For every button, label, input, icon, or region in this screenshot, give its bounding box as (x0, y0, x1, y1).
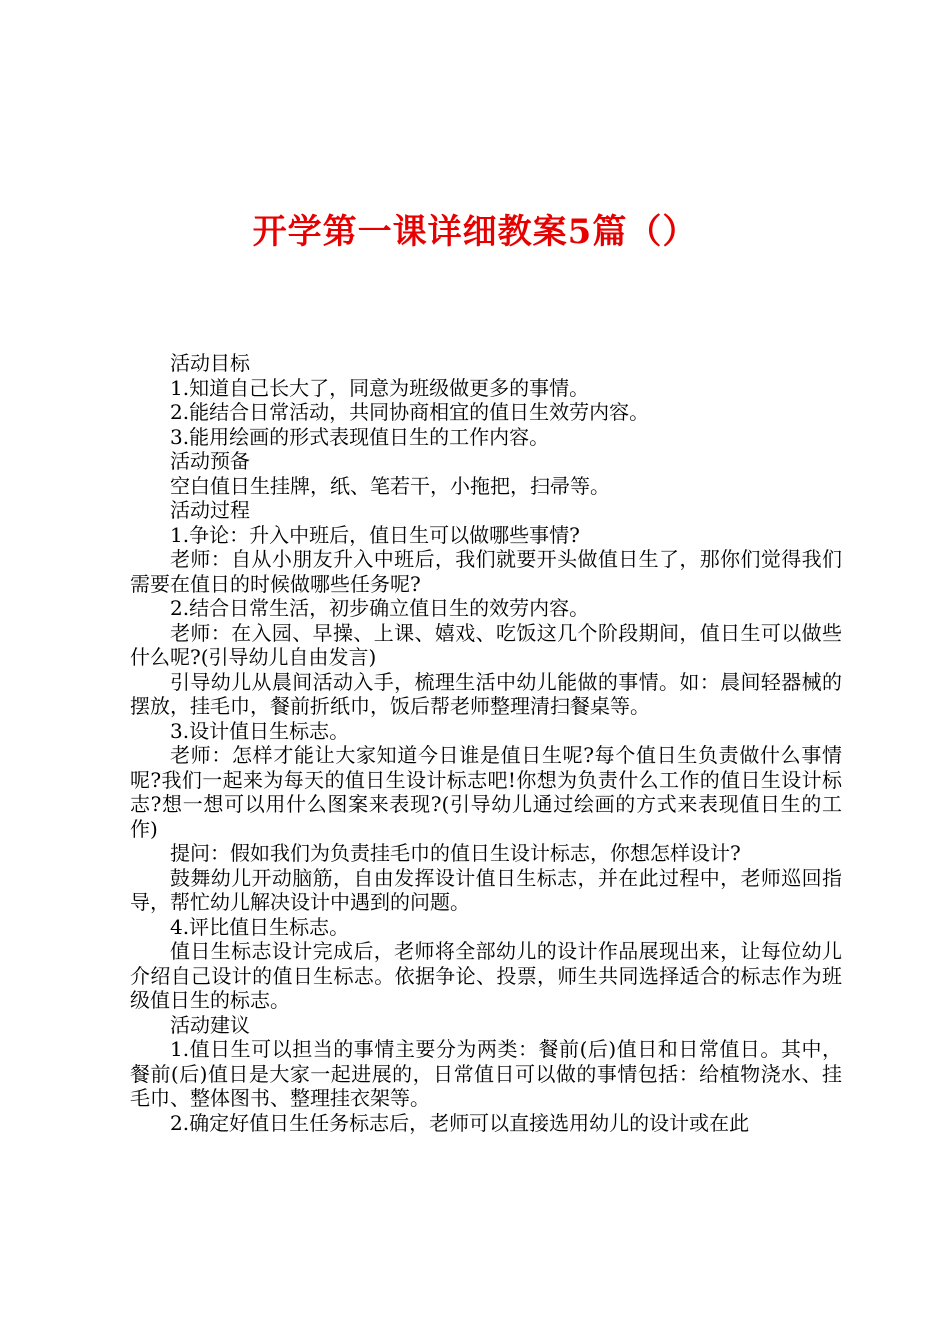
paragraph: 鼓舞幼儿开动脑筋，自由发挥设计值日生标志，并在此过程中，老师巡回指导，帮忙幼儿解决设计中遇到的问题。 (130, 865, 842, 914)
paragraph: 活动建议 (170, 1012, 250, 1037)
paragraph: 老师：自从小朋友升入中班后，我们就要开头做值日生了，那你们觉得我们需要在值日的时候做哪些任务呢? (130, 547, 842, 596)
paragraph: 活动过程 (170, 498, 250, 522)
paragraph: 2.结合日常生活，初步确立值日生的效劳内容。 (170, 596, 590, 620)
paragraph: 2.确定好值日生任务标志后，老师可以直接选用幼儿的设计或在此 (170, 1110, 750, 1135)
paragraph: 值日生标志设计完成后，老师将全部幼儿的设计作品展现出来，让每位幼儿介绍自己设计的值日生标志。依据争论、投票，师生共同选择适合的标志作为班级值日生的标志。 (130, 939, 842, 1012)
paragraph: 老师：在入园、早操、上课、嬉戏、吃饭这几个阶段期间，值日生可以做些什么呢?(引导幼儿自由发言) (130, 620, 842, 669)
paragraph: 4.评比值日生标志。 (170, 914, 350, 939)
paragraph: 2.能结合日常活动，共同协商相宜的值日生效劳内容。 (170, 400, 650, 424)
paragraph: 1.争论：升入中班后，值日生可以做哪些事情? (170, 522, 580, 547)
paragraph: 引导幼儿从晨间活动入手，梳理生活中幼儿能做的事情。如：晨间轻器械的摆放，挂毛巾，餐前折纸巾，饭后帮老师整理清扫餐桌等。 (130, 669, 842, 718)
paragraph: 3.设计值日生标志。 (170, 718, 350, 743)
paragraph: 老师：怎样才能让大家知道今日谁是值日生呢?每个值日生负责做什么事情呢?我们一起来为每天的值日生设计标志吧!你想为负责什么工作的值日生设计标志?想一想可以用什么图案来表现?(引导幼儿通过绘画的方式来表现值日生的工作) (130, 743, 842, 841)
paragraph: 活动预备 (170, 449, 250, 473)
document-title: 开学第一课详细教案5篇（） (252, 212, 698, 252)
paragraph: 3.能用绘画的形式表现值日生的工作内容。 (170, 424, 550, 449)
paragraph: 1.值日生可以担当的事情主要分为两类：餐前(后)值日和日常值日。其中，餐前(后)值日是大家一起进展的，日常值日可以做的事情包括：给植物浇水、挂毛巾、整体图书、整理挂衣架等。 (130, 1037, 842, 1110)
paragraph: 1.知道自己长大了，同意为班级做更多的事情。 (170, 375, 590, 400)
document-body (130, 351, 842, 1135)
paragraph: 活动目标 (170, 351, 250, 375)
paragraph: 空白值日生挂牌，纸、笔若干，小拖把，扫帚等。 (170, 473, 610, 498)
paragraph: 提问：假如我们为负责挂毛巾的值日生设计标志，你想怎样设计? (170, 841, 741, 865)
